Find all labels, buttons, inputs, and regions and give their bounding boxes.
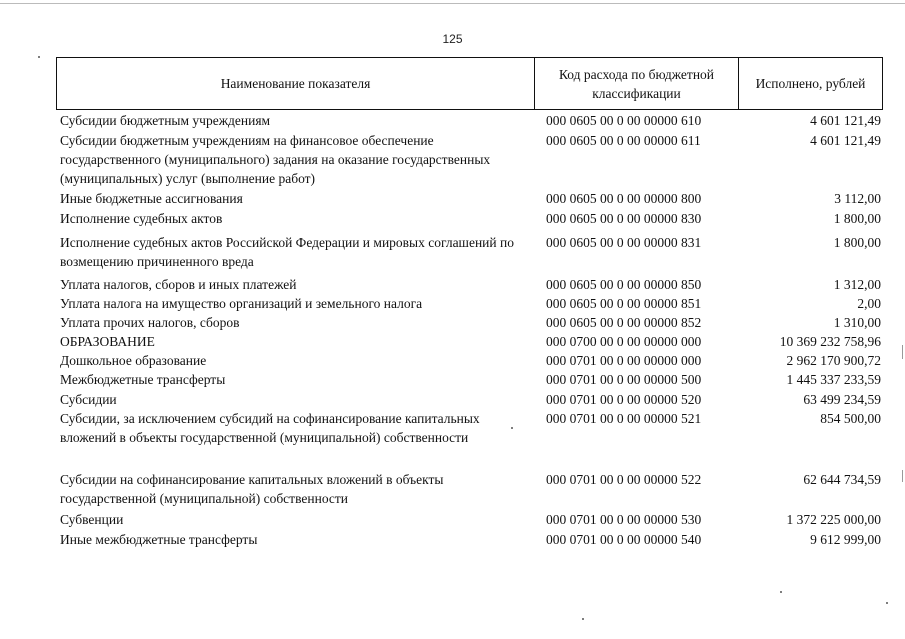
- table-row: [56, 470, 883, 510]
- row-done: 10 369 232 758,96: [779, 334, 881, 349]
- row-done: 62 644 734,59: [803, 472, 881, 487]
- scan-speck: [780, 591, 782, 593]
- row-done: 9 612 999,00: [810, 532, 881, 547]
- row-name: Уплата прочих налогов, сборов: [60, 315, 240, 330]
- scan-speck: [511, 427, 513, 429]
- table-row: [56, 189, 883, 209]
- row-done: 1 800,00: [833, 235, 881, 250]
- row-name: Субсидии на софинансирование капитальных вложений в объекты государственной (муниципальной) собственности: [60, 472, 444, 506]
- row-name: ОБРАЗОВАНИЕ: [60, 334, 155, 349]
- table-row: [56, 111, 883, 131]
- scan-speck: [38, 56, 40, 58]
- header-code: Код расхода по бюджетной классификации: [535, 58, 739, 109]
- scan-speck: [886, 602, 888, 604]
- row-done: 854 500,00: [820, 411, 881, 426]
- row-code: 000 0701 00 0 00 00000 000: [546, 353, 702, 368]
- header-done: Исполнено, рублей: [755, 76, 866, 91]
- row-code: 000 0605 00 0 00 00000 851: [546, 296, 702, 311]
- row-done: 4 601 121,49: [810, 133, 881, 148]
- table-row: [56, 313, 883, 332]
- row-name: Субсидии, за исключением субсидий на софинансирование капитальных вложений в объекты государственной (муниципальной) собственности: [60, 411, 480, 445]
- row-done: 63 499 234,59: [803, 392, 881, 407]
- header-name: Наименование показателя: [57, 58, 535, 109]
- row-name: Субсидии бюджетным учреждениям на финансовое обеспечение государственного (муниципального) задания на оказание государственных (муниципальных) услуг (выполнение работ): [60, 133, 491, 186]
- row-code: 000 0701 00 0 00 00000 521: [546, 411, 702, 426]
- row-done: 2,00: [857, 296, 881, 311]
- table-row: [56, 332, 883, 351]
- table-row: [56, 409, 883, 470]
- table-row: [56, 510, 883, 530]
- row-code: 000 0701 00 0 00 00000 500: [546, 372, 702, 387]
- row-code: 000 0605 00 0 00 00000 831: [546, 235, 702, 250]
- row-code: 000 0701 00 0 00 00000 540: [546, 532, 702, 547]
- table-row: [56, 351, 883, 370]
- row-name: Уплата налога на имущество организаций и земельного налога: [60, 296, 423, 311]
- row-code: 000 0700 00 0 00 00000 000: [546, 334, 702, 349]
- row-name: Субвенции: [60, 512, 124, 527]
- row-name: Межбюджетные трансферты: [60, 372, 226, 387]
- row-name: Субсидии: [60, 392, 117, 407]
- table-row: [56, 275, 883, 294]
- row-code: 000 0605 00 0 00 00000 850: [546, 277, 702, 292]
- table-body: [56, 111, 883, 550]
- table-row: [56, 131, 883, 189]
- table-header: [56, 57, 883, 110]
- row-code: 000 0605 00 0 00 00000 852: [546, 315, 702, 330]
- row-name: Субсидии бюджетным учреждениям: [60, 113, 271, 128]
- row-code: 000 0701 00 0 00 00000 520: [546, 392, 702, 407]
- row-code: 000 0605 00 0 00 00000 830: [546, 211, 702, 226]
- row-name: Исполнение судебных актов: [60, 211, 223, 226]
- row-done: 1 800,00: [833, 211, 881, 226]
- table-row: [56, 390, 883, 409]
- row-name: Исполнение судебных актов Российской Федерации и мировых соглашений по возмещению причиненного вреда: [60, 235, 514, 269]
- row-name: Иные бюджетные ассигнования: [60, 191, 243, 206]
- row-done: 2 962 170 900,72: [786, 353, 881, 368]
- table-row: [56, 233, 883, 275]
- row-code: 000 0605 00 0 00 00000 610: [546, 113, 702, 128]
- scan-speck: [582, 618, 584, 620]
- row-code: 000 0605 00 0 00 00000 800: [546, 191, 702, 206]
- table-row: [56, 370, 883, 390]
- row-code: 000 0605 00 0 00 00000 611: [546, 133, 701, 148]
- row-code: 000 0701 00 0 00 00000 522: [546, 472, 702, 487]
- row-done: 1 372 225 000,00: [786, 512, 881, 527]
- table-row: [56, 209, 883, 233]
- table-row: [56, 294, 883, 313]
- page-number: 125: [442, 32, 463, 46]
- row-done: 1 445 337 233,59: [786, 372, 881, 387]
- scan-edge-mark: [902, 470, 903, 482]
- row-name: Дошкольное образование: [60, 353, 207, 368]
- row-done: 1 312,00: [833, 277, 881, 292]
- row-code: 000 0701 00 0 00 00000 530: [546, 512, 702, 527]
- row-done: 1 310,00: [833, 315, 881, 330]
- row-name: Иные межбюджетные трансферты: [60, 532, 258, 547]
- table-row: [56, 530, 883, 550]
- row-done: 3 112,00: [834, 191, 881, 206]
- row-name: Уплата налогов, сборов и иных платежей: [60, 277, 297, 292]
- row-done: 4 601 121,49: [810, 113, 881, 128]
- scan-top-edge: [0, 3, 905, 4]
- scan-edge-mark: [902, 345, 903, 359]
